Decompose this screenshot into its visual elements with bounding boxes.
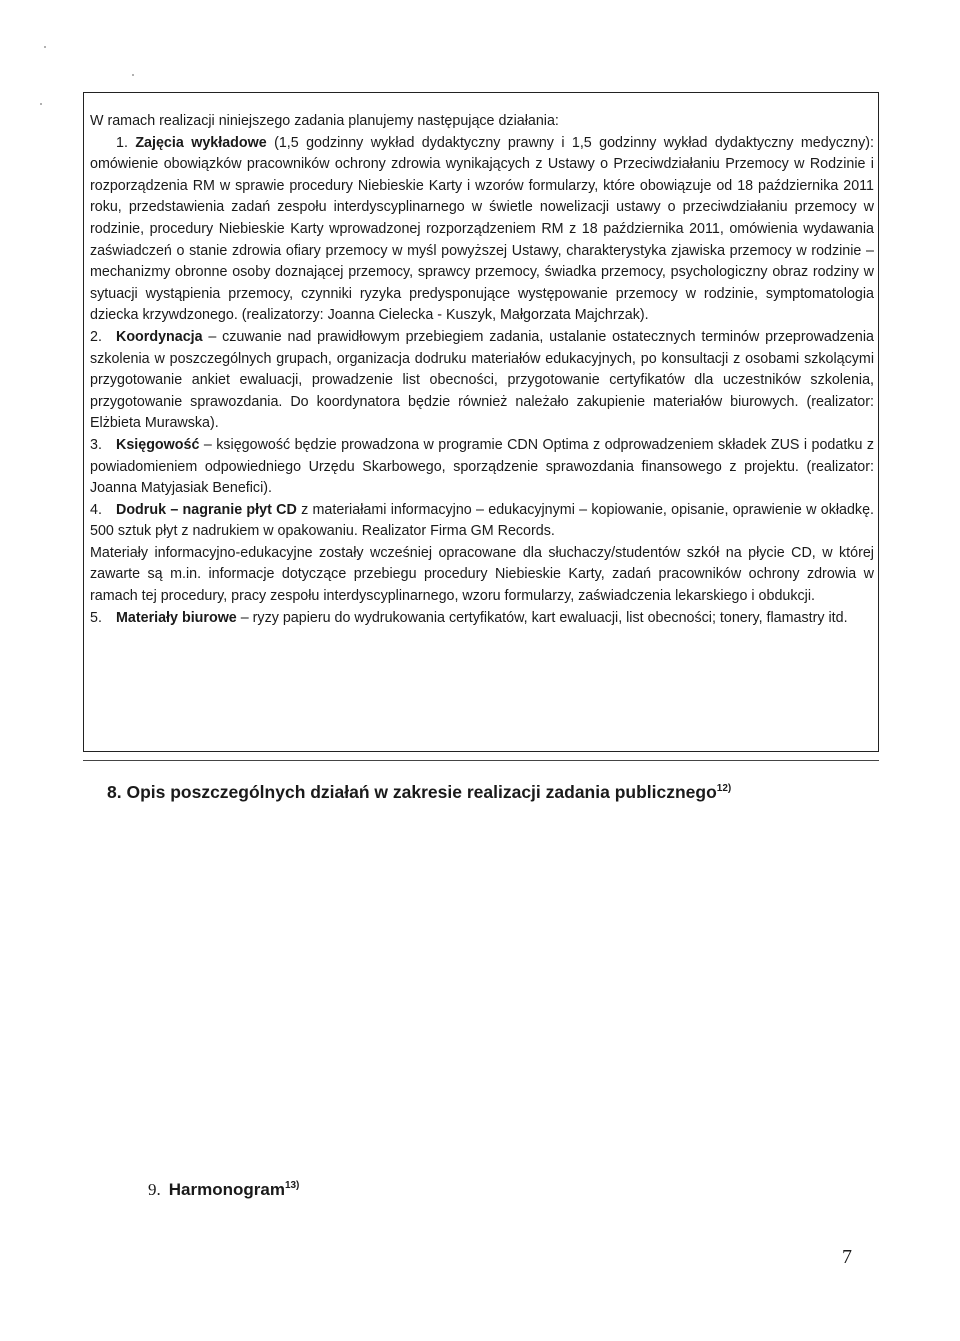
- item-title: Materiały biurowe: [116, 609, 237, 626]
- item-text: (1,5 godzinny wykład dydaktyczny prawny i 1,5 godzinny wykład dydaktyczny medyczny): omówienie obowiązków pracowników ochrony zdrowia wynikających z Ustawy o Przeciwdziałaniu Przemocy w Rodzinie i rozporządzenia RM w sprawie procedury Niebieskie Karty i wzorów formularzy, które obowiązuje od 18 października 2011 roku, przedstawienia zadań zespołu interdyscyplinarnego w świetle nowelizacji ustawy o przeciwdziałaniu przemocy w rodzinie, procedury Niebieskie Karty wprowadzonej rozporządzeniem RM z 18 października 2011, omówienia wydawania zaświadczeń o stanie zdrowia ofiary przemocy w myśl powyższej Ustawy, charakterystyka zjawiska przemocy w rodzinie – mechanizmy obronne osoby doznającej przemocy, sprawcy przemocy, świadka przemocy, psychologiczny obraz rodziny w sytuacji wystąpienia przemocy, czynniki ryzyka predysponujące występowanie przemocy w rodzinie, symptomatologia dziecka krzywdzonego. (realizatorzy: Joanna Cielecka - Kuszyk, Małgorzata Majchrzak).: [90, 134, 874, 324]
- item-number: 2.: [90, 328, 102, 345]
- list-item-1: [90, 133, 874, 327]
- list-item-4: [90, 500, 874, 543]
- list-item-2: [90, 327, 874, 435]
- item-text: – ryzy papieru do wydrukowania certyfikatów, kart ewaluacji, list obecności; tonery, flamastry itd.: [236, 609, 848, 626]
- item-title: Księgowość: [116, 436, 200, 453]
- intro-text: W ramach realizacji niniejszego zadania planujemy następujące działania:: [90, 113, 559, 129]
- item-number: 5.: [90, 609, 102, 626]
- item-number: 3.: [90, 436, 102, 453]
- item-title: Dodruk – nagranie płyt CD: [116, 501, 297, 518]
- list-item-3: [90, 435, 874, 500]
- item-text: – czuwanie nad prawidłowym przebiegiem zadania, ustalanie ostatecznych terminów przeprowadzenia szkolenia w poszczególnych grupach, organizacja dodruku materiałów edukacyjnych, po konsultacji z osobami szkolącymi przygotowanie ankiet ewaluacji, prowadzenie list obecności, przygotowanie certyfikatów dla uczestników szkolenia, przygotowanie sprawozdania. Do koordynatora będzie również należało zakupienie materiałów biurowych. (realizator: Elżbieta Murawska).: [90, 328, 874, 432]
- section-8-title: 8. Opis poszczególnych działań w zakresie realizacji zadania publicznego: [107, 782, 717, 802]
- item-number: 4.: [90, 501, 102, 518]
- item-number: 1.: [116, 134, 128, 151]
- item-title: Zajęcia wykładowe: [135, 134, 267, 151]
- item-text: – księgowość będzie prowadzona w programie CDN Optima z odprowadzeniem składek ZUS i podatku z powiadomieniem odpowiedniego Urzędu Skarbowego, sporządzenie sprawozdania finansowego z projektu. (realizator: Joanna Matyjasiak Benefici).: [90, 436, 874, 497]
- footnote-ref-12: 12): [716, 783, 732, 794]
- box-bottom-rule: [83, 760, 879, 761]
- section-8-heading: [107, 782, 731, 803]
- item-text: z materiałami informacyjno – edukacyjnymi – kopiowanie, opisanie, oprawienie w okładkę. 500 sztuk płyt z nadrukiem w opakowaniu. Realizator Firma GM Records.: [90, 501, 874, 540]
- item-title: Koordynacja: [116, 328, 203, 345]
- footnote-ref-13: 13): [284, 1180, 300, 1191]
- activities-content: [90, 111, 874, 629]
- page-number: 7: [842, 1246, 852, 1268]
- section-9-title: Harmonogram: [168, 1180, 285, 1199]
- list-item-5: [90, 608, 874, 630]
- section-9-number: 9.: [148, 1180, 161, 1199]
- section-9-heading: [148, 1180, 299, 1200]
- list-item-4-extra: Materiały informacyjno-edukacyjne zostały wcześniej opracowane dla słuchaczy/studentów szkół na płycie CD, w której zawarte są m.in. informacje dotyczące przebiegu procedury Niebieskie Karty, zadań pracowników ochrony zdrowia w ramach tej procedury, pracy zespołu interdyscyplinarnego, wzoru formularzy, zaświadczenia lekarskiego i obdukcji.: [90, 544, 874, 605]
